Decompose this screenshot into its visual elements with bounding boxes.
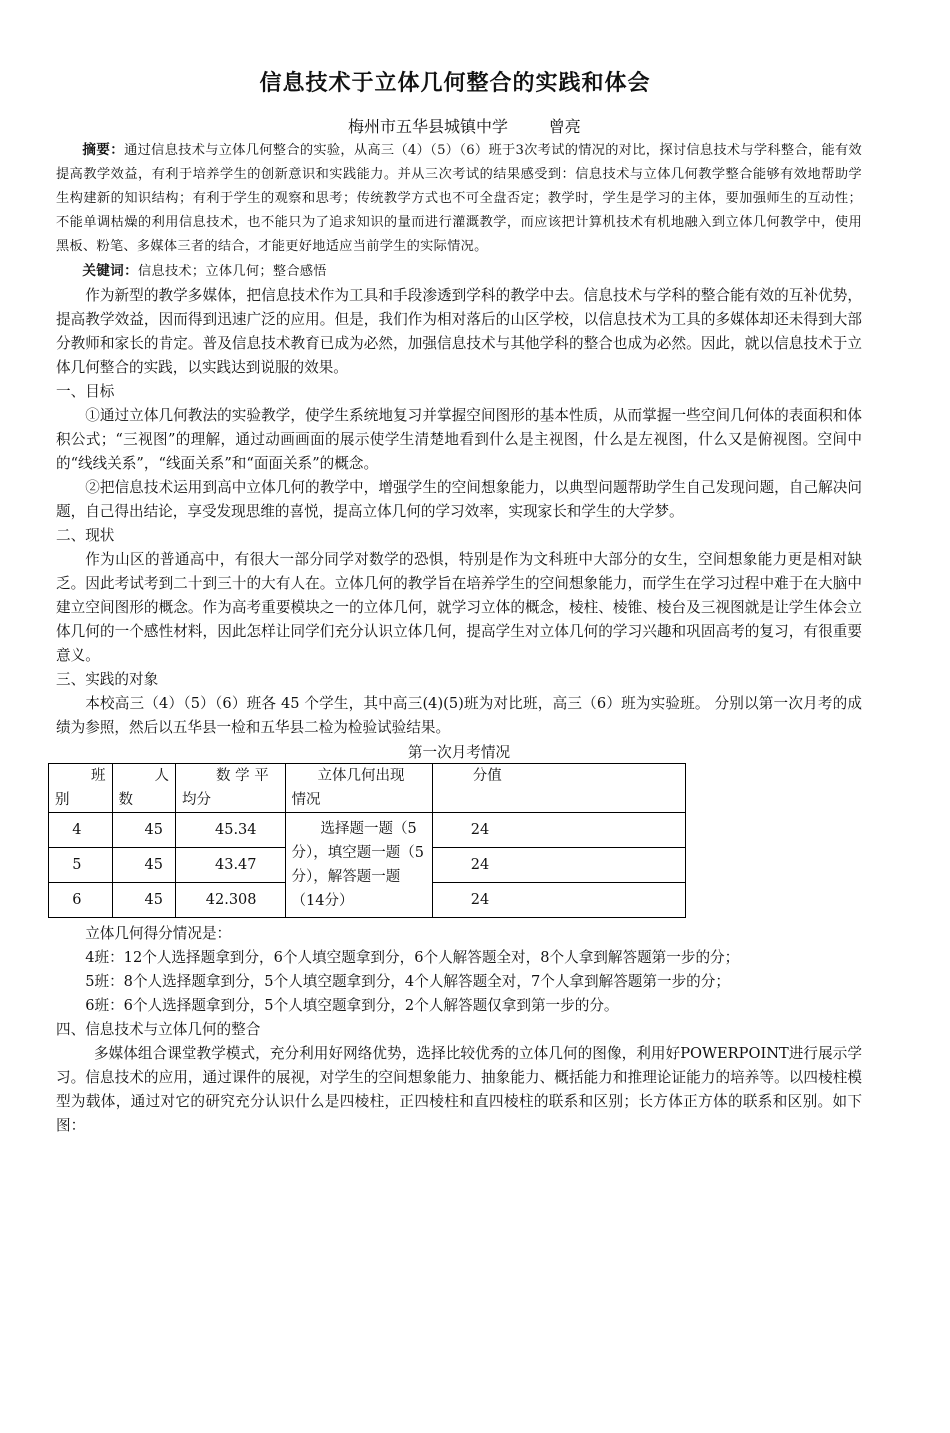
document-body [56,138,862,1138]
keywords-text: 信息技术；立体几何；整合感悟 [137,264,327,279]
table-caption: 第一次月考情况 [407,744,511,761]
subjects-paragraph: 本校高三（4）（5）（6）班各 45 个学生，其中高三(4)(5)班为对比班，高三（6）班为实验班。 分别以第一次月考的成绩为参照，然后以五华县一检和五华县二检为检验试验结果。 [56,695,862,736]
abstract-text: 通过信息技术与立体几何整合的实验，从高三（4）（5）（6）班于3次考试的情况的对比，探讨信息技术与学科整合，能有效提高教学效益，有利于培养学生的创新意识和实践能力。并从三次考试的结果感受到：信息技术与立体几何教学整合能够有效地帮助学生构建新的知识结构；有利于学生的观察和思考；传统教学方式也不可全盘否定；教学时，学生是学习的主体，要加强师生的互动性；不能单调枯燥的利用信息技术，也不能只为了追求知识的量而进行灌溉教学，而应该把计算机技术有机地融入到立体几何教学中，使用黑板、粉笔、多媒体三者的结合，才能更好地适应当前学生的实际情况。 [56,143,862,254]
class-score-line: 4班：12个人选择题拿到分，6个人填空题拿到分，6个人解答题全对，8个人拿到解答题第一步的分； [85,949,740,966]
cell-count: 45 [112,848,176,883]
cell-average: 45.34 [176,813,286,848]
header-count-b: 数 [118,792,133,808]
section-heading-goals: 一、目标 [56,383,115,400]
header-avg-b: 均分 [182,792,211,808]
exam-table [48,763,686,918]
cell-score: 24 [432,883,685,918]
section-heading-subjects: 三、实践的对象 [56,671,159,688]
document-title: 信息技术于立体几何整合的实践和体会 [259,71,651,96]
header-geo-b: 情况 [291,792,321,808]
class-score-line: 6班：6个人选择题拿到分，5个人填空题拿到分，2个人解答题仅拿到第一步的分。 [85,997,619,1014]
abstract-label: 摘要： [82,142,125,158]
cell-count: 45 [112,813,176,848]
header-class-a: 班 [91,768,106,784]
table-header-row [49,764,686,813]
cell-score: 24 [432,848,685,883]
keywords-paragraph [56,259,862,284]
header-geo-a: 立体几何出现 [317,768,405,784]
header-score [432,764,685,813]
header-count [112,764,176,813]
section-heading-status: 二、现状 [56,527,115,544]
status-paragraph: 作为山区的普通高中，有很大一部分同学对数学的恐惧，特别是作为文科班中大部分的女生，空间想象能力更是相对缺乏。因此考试考到二十到三十的大有人在。立体几何的教学旨在培养学生的空间想象能力，而学生在学习过程中难于在大脑中建立空间图形的概念。作为高考重要模块之一的立体几何，就学习立体的概念，棱柱、棱锥、棱台及三视图就是让学生体会立体几何的一个感性材料，因此怎样让同学们充分认识立体几何，提高学生对立体几何的学习兴趣和巩固高考的复习，有很重要意义。 [56,551,862,664]
cell-average: 43.47 [176,848,286,883]
abstract-paragraph [56,138,862,259]
class-score-line: 5班：8个人选择题拿到分，5个人填空题拿到分，4个人解答题全对，7个人拿到解答题第一步的分； [85,973,730,990]
header-geometry [285,764,432,813]
cell-class: 4 [49,813,113,848]
header-avg-a: 数 学 平 [216,768,269,784]
cell-score: 24 [432,813,685,848]
integration-paragraph: 多媒体组合课堂教学模式，充分利用好网络优势，选择比较优秀的立体几何的图像，利用好POWERPOINT进行展示学习。信息技术的应用，通过课件的展视，对学生的空间想象能力、抽象能力、概括能力和推理论证能力的培养等。以四棱柱模型为载体，通过对它的研究充分认识什么是四棱柱，正四棱柱和直四棱柱的联系和区别；长方体正方体的联系和区别。如下图： [56,1045,862,1134]
cell-class: 6 [49,883,113,918]
keywords-label: 关键词： [82,263,138,279]
header-class [49,764,113,813]
section-heading-integration: 四、信息技术与立体几何的整合 [56,1021,261,1038]
header-count-a: 人 [154,768,169,784]
cell-count: 45 [112,883,176,918]
scores-heading: 立体几何得分情况是： [85,925,232,942]
header-score-label: 分值 [472,768,502,784]
goals-paragraph-2: ②把信息技术运用到高中立体几何的教学中，增强学生的空间想象能力，以典型问题帮助学生自己发现问题，自己解决问题，自己得出结论，享受发现思维的喜悦，提高立体几何的学习效率，实现家长和学生的大学梦。 [56,479,862,520]
geometry-appearance-text: 选择题一题（5分），填空题一题（5分），解答题一题（14分） [291,821,424,909]
cell-class: 5 [49,848,113,883]
goals-paragraph-1: ①通过立体几何教法的实验教学，使学生系统地复习并掌握空间图形的基本性质，从而掌握一些空间几何体的表面积和体积公式；“三视图”的理解，通过动画画面的展示使学生清楚地看到什么是主视图，什么是左视图，什么又是俯视图。空间中的“线线关系”，“线面关系”和“面面关系”的概念。 [56,407,862,472]
intro-paragraph: 作为新型的教学多媒体，把信息技术作为工具和手段渗透到学科的教学中去。信息技术与学科的整合能有效的互补优势，提高教学效益，因而得到迅速广泛的应用。但是，我们作为相对落后的山区学校，以信息技术为工具的多媒体却还未得到大部分教师和家长的肯定。普及信息技术教育已成为必然，加强信息技术与其他学科的整合也成为必然。因此，就以信息技术于立体几何整合的实践，以实践达到说服的效果。 [56,287,862,376]
author-line: 梅州市五华县城镇中学 曾亮 [348,117,581,136]
header-class-b: 别 [55,792,70,808]
cell-average: 42.308 [176,883,286,918]
cell-geometry-appearance [285,813,432,918]
table-row [49,813,686,848]
header-average [176,764,286,813]
